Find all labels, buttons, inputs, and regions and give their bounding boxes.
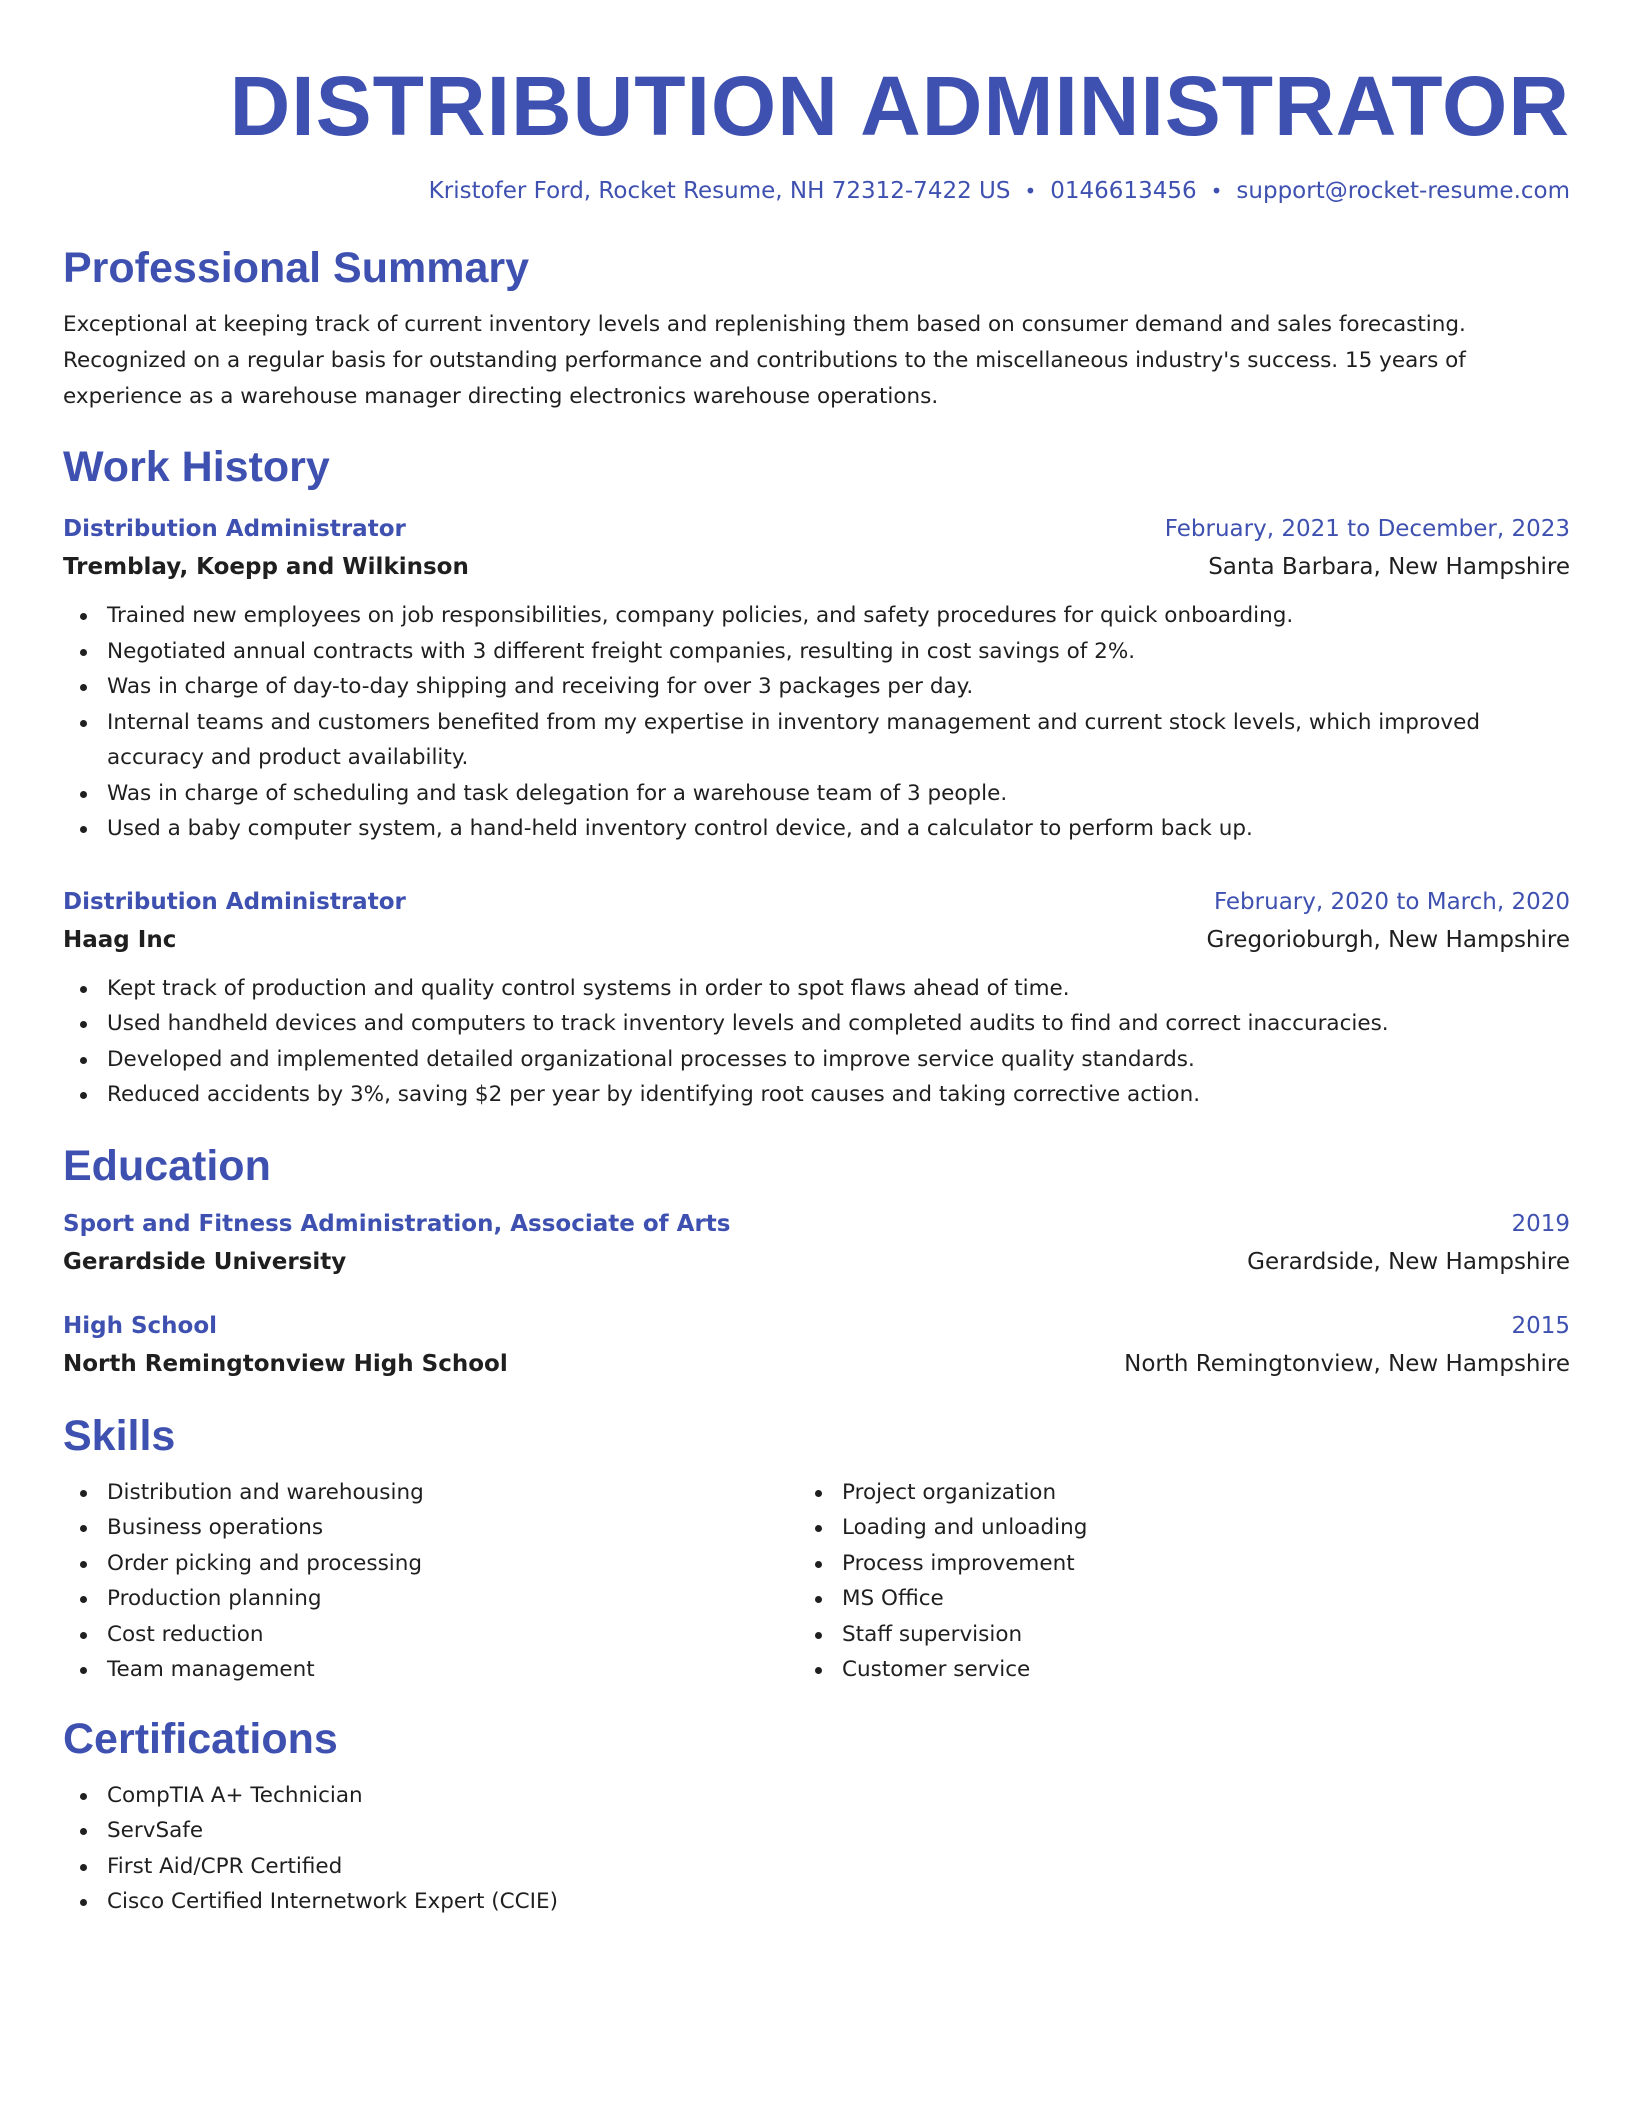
- contact-line: [63, 174, 1570, 208]
- work-entry: [63, 883, 1570, 1113]
- list-item: Team management: [63, 1652, 798, 1688]
- list-item: Loading and unloading: [798, 1510, 1533, 1546]
- list-item: ServSafe: [63, 1813, 1570, 1849]
- education-year: 2015: [1511, 1312, 1570, 1339]
- contact-separator: •: [1210, 179, 1223, 203]
- list-item: Was in charge of day-to-day shipping and receiving for over 3 packages per day.: [63, 669, 1570, 705]
- list-item: CompTIA A+ Technician: [63, 1778, 1570, 1814]
- certifications-list: [63, 1778, 1570, 1920]
- education-school: Gerardside University: [63, 1248, 347, 1275]
- list-item: Customer service: [798, 1652, 1533, 1688]
- list-item: MS Office: [798, 1581, 1533, 1617]
- list-item: Production planning: [63, 1581, 798, 1617]
- education-degree: Sport and Fitness Administration, Associate of Arts: [63, 1210, 731, 1237]
- job-location: Santa Barbara, New Hampshire: [1208, 554, 1570, 580]
- contact-separator: •: [1024, 179, 1037, 203]
- list-item: Developed and implemented detailed organizational processes to improve service quality standards.: [63, 1042, 1570, 1078]
- list-item: Used handheld devices and computers to track inventory levels and completed audits to find and correct inaccuracies.: [63, 1006, 1570, 1042]
- work-entry: [63, 510, 1570, 847]
- contact-address: Kristofer Ford, Rocket Resume, NH 72312-7422 US: [428, 178, 1011, 204]
- list-item: Negotiated annual contracts with 3 different freight companies, resulting in cost savings of 2%.: [63, 634, 1570, 670]
- education-entry: [63, 1205, 1570, 1281]
- education-location: Gerardside, New Hampshire: [1247, 1248, 1570, 1275]
- list-item: Staff supervision: [798, 1617, 1533, 1653]
- list-item: Reduced accidents by 3%, saving $2 per year by identifying root causes and taking corrective action.: [63, 1077, 1570, 1113]
- section-title-certifications: Certifications: [63, 1714, 338, 1763]
- skills-list-right: [798, 1475, 1533, 1688]
- summary-text: Exceptional at keeping track of current inventory levels and replenishing them based on consumer demand and sales forecasting. Recognized on a regular basis for outstanding performance and contributions to the miscellaneous industry's success. 15 years of experience as a warehouse manager directing electronics warehouse operations.: [63, 312, 1466, 409]
- job-company: Tremblay, Koepp and Wilkinson: [63, 554, 469, 580]
- list-item: First Aid/CPR Certified: [63, 1849, 1570, 1885]
- skills-columns: [63, 1475, 1570, 1688]
- list-item: Cost reduction: [63, 1617, 798, 1653]
- list-item: Project organization: [798, 1475, 1533, 1511]
- list-item: Business operations: [63, 1510, 798, 1546]
- job-dates: February, 2021 to December, 2023: [1164, 516, 1570, 542]
- education-year: 2019: [1511, 1210, 1570, 1237]
- list-item: Internal teams and customers benefited from my expertise in inventory management and current stock levels, which improved accuracy and product availability.: [63, 705, 1570, 776]
- section-title-skills: Skills: [63, 1411, 176, 1460]
- list-item: Trained new employees on job responsibilities, company policies, and safety procedures for quick onboarding.: [63, 598, 1570, 634]
- contact-email[interactable]: support@rocket-resume.com: [1236, 178, 1570, 204]
- list-item: Process improvement: [798, 1546, 1533, 1582]
- education-school: North Remingtonview High School: [63, 1350, 508, 1377]
- education-entry: [63, 1307, 1570, 1383]
- section-title-summary: Professional Summary: [63, 244, 530, 292]
- skills-list-left: [63, 1475, 798, 1688]
- job-dates: February, 2020 to March, 2020: [1213, 888, 1570, 915]
- section-title-education: Education: [63, 1141, 271, 1190]
- section-title-work-history: Work History: [63, 443, 330, 491]
- job-role: Distribution Administrator: [63, 516, 406, 542]
- candidate-title: DISTRIBUTION ADMINISTRATOR: [229, 59, 1570, 153]
- job-location: Gregorioburgh, New Hampshire: [1206, 926, 1570, 953]
- resume-header: [63, 58, 1570, 208]
- job-bullets: [63, 598, 1570, 847]
- list-item: Order picking and processing: [63, 1546, 798, 1582]
- list-item: Kept track of production and quality control systems in order to spot flaws ahead of time.: [63, 971, 1570, 1007]
- list-item: Distribution and warehousing: [63, 1475, 798, 1511]
- job-company: Haag Inc: [63, 926, 177, 953]
- list-item: Was in charge of scheduling and task delegation for a warehouse team of 3 people.: [63, 776, 1570, 812]
- job-role: Distribution Administrator: [63, 888, 406, 915]
- list-item: Cisco Certified Internetwork Expert (CCIE): [63, 1884, 1570, 1920]
- job-bullets: [63, 971, 1570, 1113]
- contact-phone[interactable]: 0146613456: [1050, 178, 1197, 204]
- education-location: North Remingtonview, New Hampshire: [1124, 1350, 1570, 1377]
- list-item: Used a baby computer system, a hand-held inventory control device, and a calculator to perform back up.: [63, 811, 1570, 847]
- education-degree: High School: [63, 1312, 218, 1339]
